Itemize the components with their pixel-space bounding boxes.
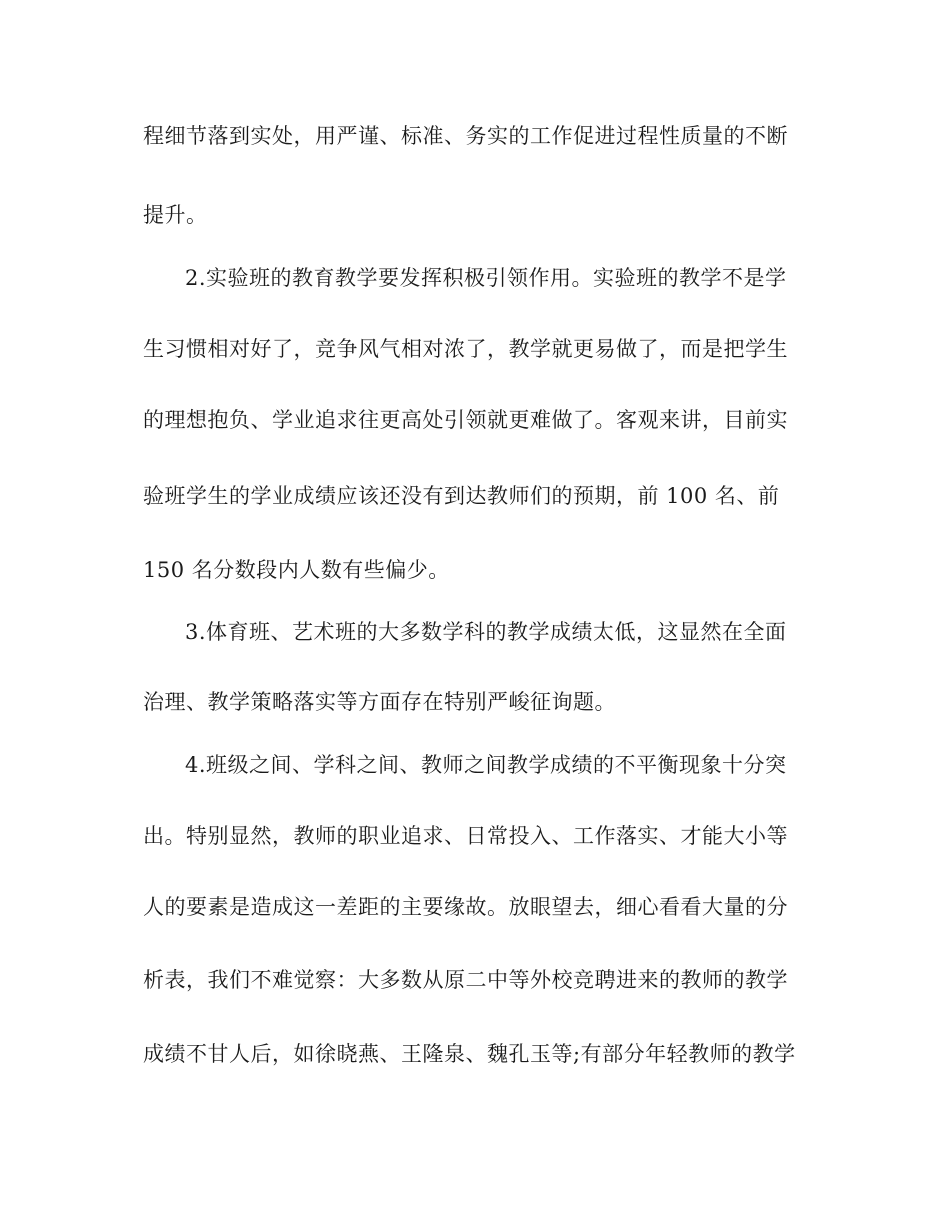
paragraph-3-start: 3.体育班、艺术班的大多数学科的教学成绩太低，这显然在全面	[185, 620, 787, 644]
paragraph-2-start: 2.实验班的教育教学要发挥积极引领作用。实验班的教学不是学	[185, 266, 787, 290]
text-line: 提升。	[143, 203, 208, 227]
text-line: 出。特别显然，教师的职业追求、日常投入、工作落实、才能大小等	[143, 824, 788, 848]
text-line: 150 名分数段内人数有些偏少。	[143, 558, 450, 582]
text-line: 治理、教学策略落实等方面存在特别严峻征询题。	[143, 690, 616, 714]
text-line: 的理想抱负、学业追求往更高处引领就更难做了。客观来讲，目前实	[143, 408, 788, 432]
text-line: 生习惯相对好了，竞争风气相对浓了，教学就更易做了，而是把学生	[143, 337, 788, 361]
text-line: 人的要素是造成这一差距的主要缘故。放眼望去，细心看看大量的分	[143, 895, 788, 919]
text-line: 析表，我们不难觉察：大多数从原二中等外校竞聘进来的教师的教学	[143, 968, 788, 992]
paragraph-4-start: 4.班级之间、学科之间、教师之间教学成绩的不平衡现象十分突	[185, 753, 787, 777]
text-line: 程细节落到实处，用严谨、标准、务实的工作促进过程性质量的不断	[143, 124, 788, 148]
text-line: 成绩不甘人后，如徐晓燕、王隆泉、魏孔玉等;有部分年轻教师的教学	[143, 1042, 796, 1066]
text-line: 验班学生的学业成绩应该还没有到达教师们的预期，前 100 名、前	[143, 484, 780, 508]
